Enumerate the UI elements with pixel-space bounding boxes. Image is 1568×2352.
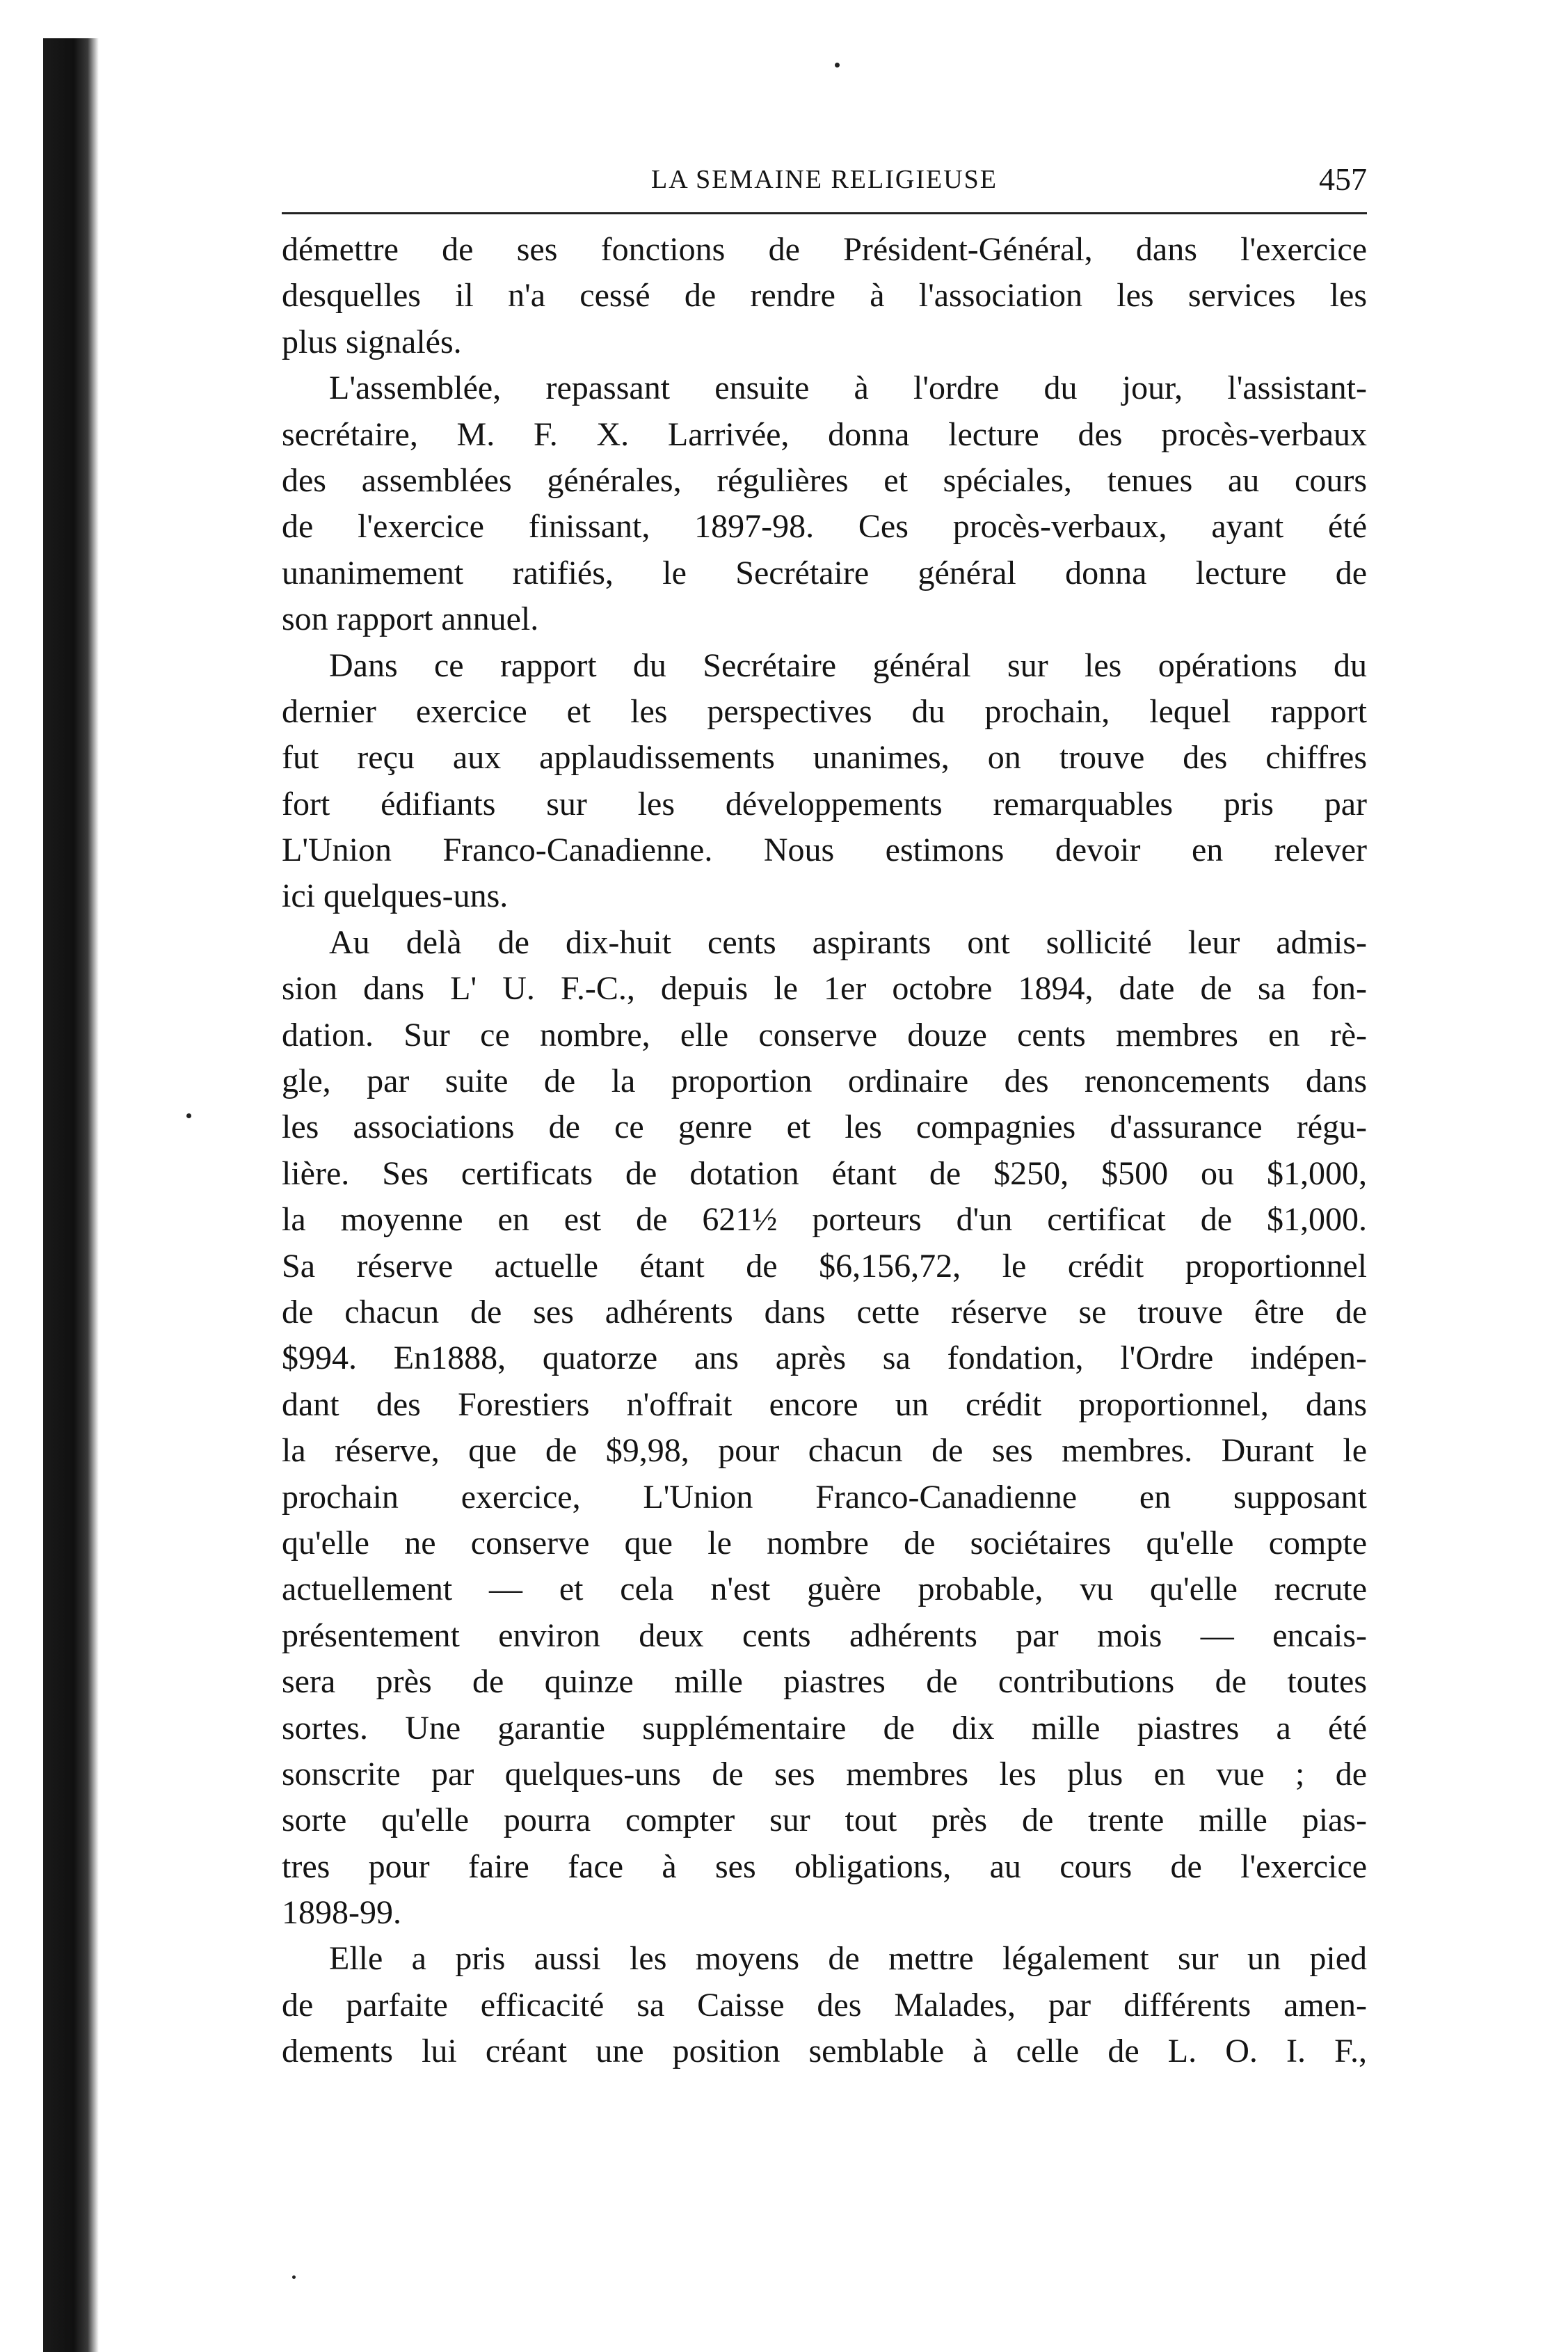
text-line: plus signalés. [282, 323, 462, 360]
text-line: secrétaire, M. F. X. Larrivée, donna lecture des procès-verbaux [282, 415, 1367, 453]
text-line: unanimement ratifiés, le Secrétaire général donna lecture de [282, 554, 1367, 591]
text-line: fut reçu aux applaudissements unanimes, on trouve des chiffres [282, 739, 1367, 777]
text-line: dation. Sur ce nombre, elle conserve douze cents membres en rè- [282, 1016, 1367, 1054]
text-line: actuellement — et cela n'est guère probable, vu qu'elle recrute [282, 1571, 1367, 1608]
text-line: Sa réserve actuelle étant de $6,156,72, le crédit proportionnel [282, 1247, 1367, 1285]
text-line: de parfaite efficacité sa Caisse des Malades, par différents amen- [282, 1986, 1367, 2024]
text-line: $994. En1888, quatorze ans après sa fondation, l'Ordre indépen- [282, 1340, 1367, 1377]
page-header [282, 159, 1367, 200]
text-line: Dans ce rapport du Secrétaire général sur les opérations du [329, 646, 1367, 684]
text-line: démettre de ses fonctions de Président-Général, dans l'exercice [282, 231, 1367, 268]
text-line: Au delà de dix-huit cents aspirants ont sollicité leur admis- [329, 923, 1367, 961]
text-line: L'Union Franco-Canadienne. Nous estimons devoir en relever [282, 832, 1367, 869]
text-line: de chacun de ses adhérents dans cette réserve se trouve être de [282, 1293, 1367, 1330]
text-line: ici quelques-uns. [282, 877, 509, 915]
text-line: desquelles il n'a cessé de rendre à l'association les services les [282, 277, 1367, 315]
text-line: gle, par suite de la proportion ordinaire des renoncements dans [282, 1063, 1367, 1100]
text-line: dernier exercice et les perspectives du prochain, lequel rapport [282, 692, 1367, 730]
book-page [282, 0, 1367, 2352]
body-text [282, 227, 1367, 2075]
text-line: L'assemblée, repassant ensuite à l'ordre du jour, l'assistant- [329, 370, 1367, 407]
page-binding-edge [43, 38, 99, 2352]
text-line: son rapport annuel. [282, 601, 539, 638]
page-number: 457 [1319, 161, 1367, 197]
text-line: tres pour faire face à ses obligations, au cours de l'exercice [282, 1848, 1367, 1885]
running-title: LA SEMAINE RELIGIEUSE [651, 165, 998, 194]
header-rule [282, 212, 1367, 214]
text-line: sion dans L' U. F.-C., depuis le 1er octobre 1894, date de sa fon- [282, 970, 1367, 1008]
text-line: lière. Ses certificats de dotation étant de $250, $500 ou $1,000, [282, 1154, 1367, 1192]
text-line: des assemblées générales, régulières et spéciales, tenues au cours [282, 461, 1367, 499]
text-line: sera près de quinze mille piastres de contributions de toutes [282, 1663, 1367, 1701]
text-line: sonscrite par quelques-uns de ses membres les plus en vue ; de [282, 1755, 1367, 1793]
text-line: la réserve, que de $9,98, pour chacun de ses membres. Durant le [282, 1432, 1367, 1470]
scan-speck [186, 1113, 191, 1118]
text-line: dements lui créant une position semblable à celle de L. O. I. F., [282, 2033, 1367, 2070]
text-line: présentement environ deux cents adhérents par mois — encais- [282, 1616, 1367, 1654]
text-line: la moyenne en est de 621½ porteurs d'un certificat de $1,000. [282, 1201, 1367, 1239]
text-line: qu'elle ne conserve que le nombre de sociétaires qu'elle compte [282, 1524, 1367, 1562]
text-line: de l'exercice finissant, 1897-98. Ces procès-verbaux, ayant été [282, 508, 1367, 546]
text-line: les associations de ce genre et les compagnies d'assurance régu- [282, 1109, 1367, 1146]
text-line: fort édifiants sur les développements remarquables pris par [282, 785, 1367, 823]
text-line: sortes. Une garantie supplémentaire de dix mille piastres a été [282, 1709, 1367, 1747]
text-line: dant des Forestiers n'offrait encore un crédit proportionnel, dans [282, 1385, 1367, 1423]
text-line: sorte qu'elle pourra compter sur tout près de trente mille pias- [282, 1802, 1367, 1839]
text-line: prochain exercice, L'Union Franco-Canadienne en supposant [282, 1478, 1367, 1516]
text-line: Elle a pris aussi les moyens de mettre légalement sur un pied [329, 1940, 1367, 1978]
text-line: 1898-99. [282, 1894, 401, 1932]
